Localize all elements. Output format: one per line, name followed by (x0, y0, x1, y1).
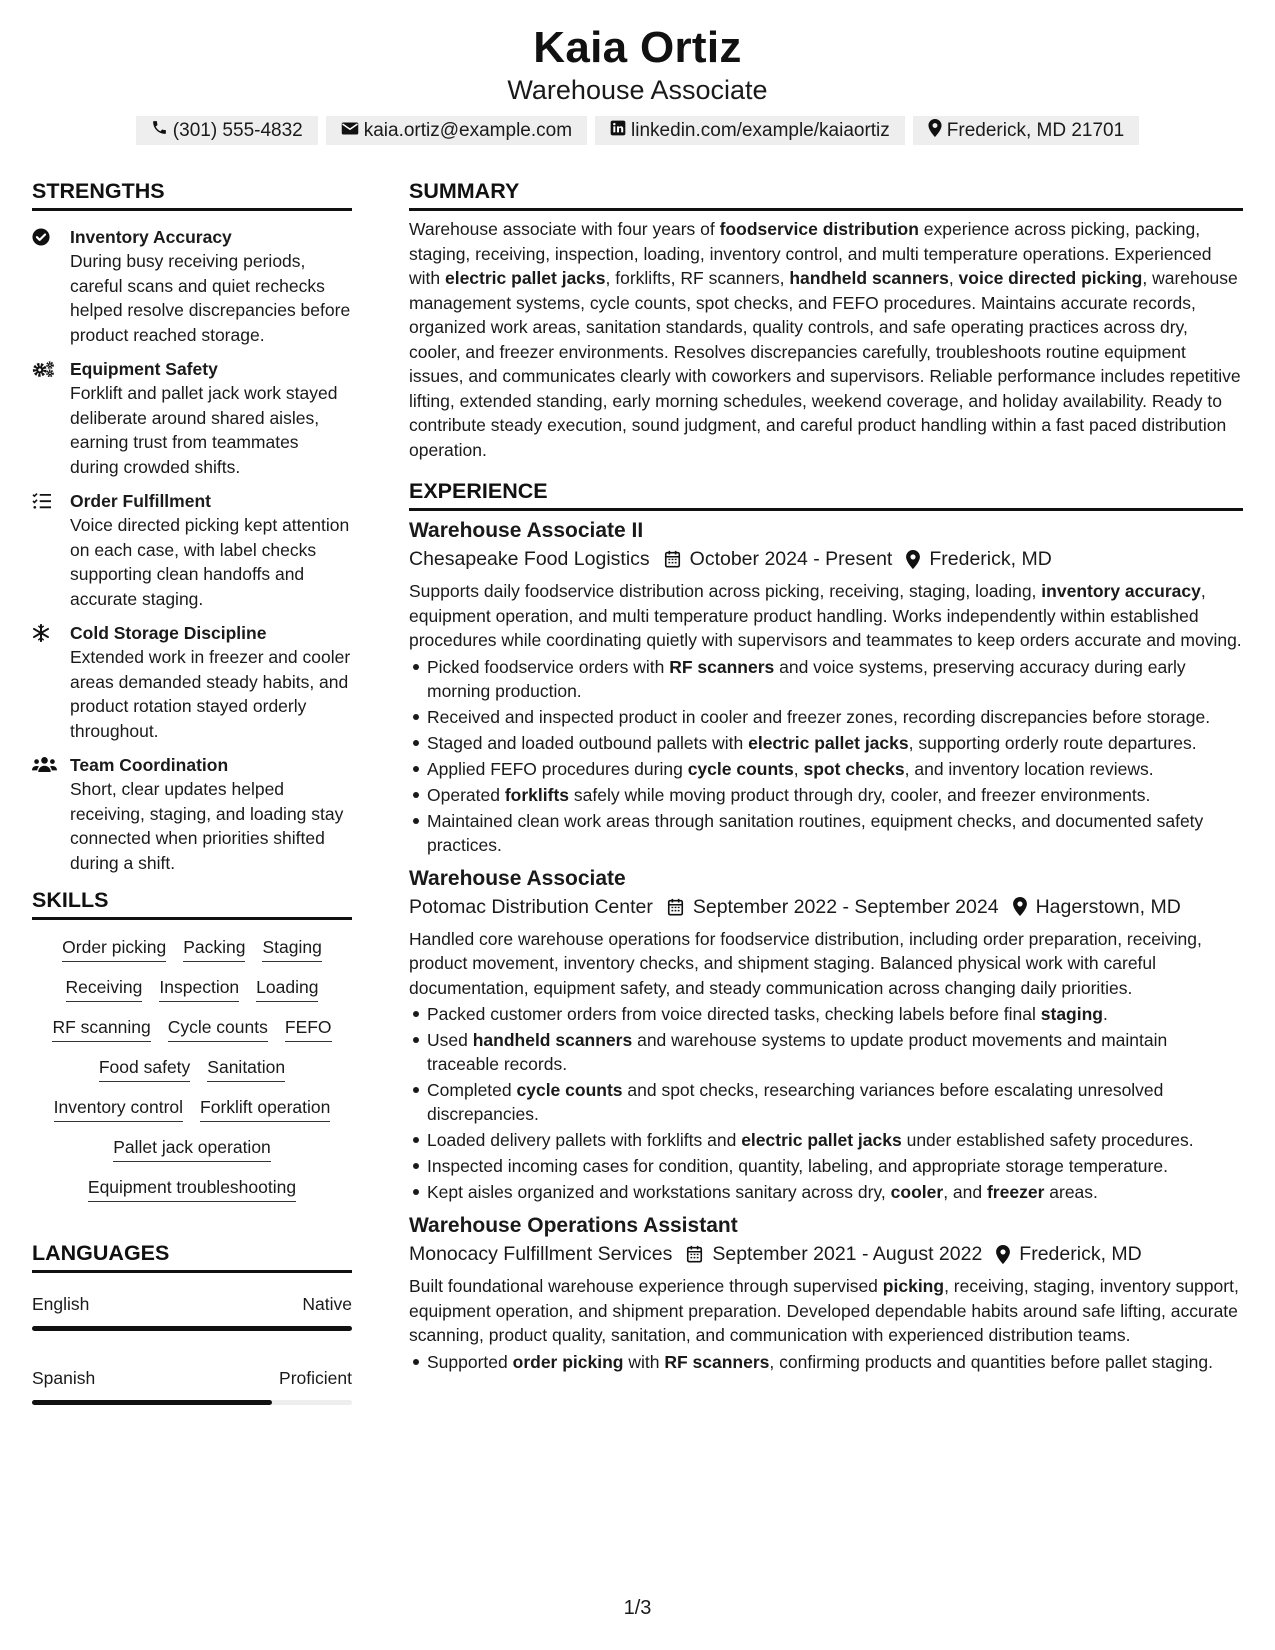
strength-desc: During busy receiving periods, careful scans and quiet rechecks helped resolve discrepancies before product reached storage. (70, 251, 351, 345)
right-column (409, 178, 1243, 1382)
resume-header (0, 22, 1275, 145)
job-bullet: Loaded delivery pallets with forklifts and electric pallet jacks under established safety procedures. (409, 1128, 1243, 1152)
language-proficiency-bar (32, 1326, 352, 1331)
job-bullet: Inspected incoming cases for condition, quantity, labeling, and appropriate storage temperature. (409, 1154, 1243, 1178)
skill-tag: Pallet jack operation (113, 1136, 271, 1162)
calendar-icon (664, 550, 681, 568)
candidate-name: Kaia Ortiz (533, 23, 742, 72)
language-level: Native (302, 1294, 352, 1314)
skill-tag: Forklift operation (200, 1096, 330, 1122)
skills-list (32, 936, 352, 1202)
strengths-heading: STRENGTHS (32, 178, 352, 211)
job-company: Monocacy Fulfillment Services (409, 1243, 673, 1265)
skill-tag: Staging (262, 936, 321, 962)
job-bullet: Staged and loaded outbound pallets with electric pallet jacks, supporting orderly route departures. (409, 731, 1243, 755)
map-pin-icon (1013, 897, 1027, 916)
strength-item (32, 753, 352, 875)
strength-title: Cold Storage Discipline (70, 623, 267, 643)
strength-item (32, 489, 352, 611)
contact-location (913, 116, 1139, 145)
job-description: Supports daily foodservice distribution across picking, receiving, staging, loading, inventory accuracy, equipment operation, and multi temperature product handling. Works independently within established procedures while coordinating quietly with supervisors and teammates to keep orders accurate and moving. (409, 581, 1242, 650)
contact-phone[interactable] (136, 116, 318, 145)
job-description: Handled core warehouse operations for foodservice distribution, including order preparation, receiving, product movement, inventory checks, and shipment staging. Balanced physical work with careful documentation, equipment safety, and steady communication across changing daily priorities. (409, 928, 1202, 998)
calendar-icon (686, 1245, 703, 1263)
skill-tag: Cycle counts (168, 1016, 268, 1042)
summary-text: Warehouse associate with four years of foodservice distribution experience across picking, packing, staging, receiving, inspection, loading, inventory control, and multi temperature operations. Experienced with electric pallet jacks, forklifts, RF scanners, handheld scanners, voice directed picking, warehouse management systems, cycle counts, spot checks, and FEFO procedures. Maintains accurate records, organized work areas, sanitation standards, quality controls, and safe operating practices across dry, cooler, and freezer environments. Resolves discrepancies carefully, troubleshoots routine equipment issues, and communicates clearly with coworkers and supervisors. Reliable performance includes repetitive lifting, extended standing, early morning schedules, weekend coverage, and holiday availability. Ready to contribute steady execution, sound judgment, and careful product handling within a fast paced distribution operation. (409, 219, 1241, 460)
job-location: Hagerstown, MD (1035, 895, 1181, 918)
contact-linkedin[interactable] (595, 116, 905, 145)
job-bullet: Supported order picking with RF scanners, confirming products and quantities before pallet staging. (409, 1350, 1243, 1374)
job-bullets (409, 1002, 1243, 1204)
strength-desc: Short, clear updates helped receiving, staging, and loading stay connected when priorities shifted during a shift. (70, 779, 344, 873)
job-bullet: Applied FEFO procedures during cycle counts, spot checks, and inventory location reviews. (409, 757, 1243, 781)
job-bullet: Received and inspected product in cooler and freezer zones, recording discrepancies before storage. (409, 705, 1243, 729)
language-proficiency-bar (32, 1400, 352, 1405)
contact-linkedin-text: linkedin.com/example/kaiaortiz (631, 119, 890, 141)
strengths-list (32, 225, 352, 875)
job-bullets (409, 1350, 1243, 1374)
job-dates: September 2022 - September 2024 (692, 895, 999, 918)
strength-title: Order Fulfillment (70, 491, 211, 511)
job-dates: October 2024 - Present (689, 548, 893, 570)
summary-heading: SUMMARY (409, 178, 1243, 211)
skill-tag: Equipment troubleshooting (88, 1176, 296, 1202)
strength-item (32, 621, 352, 743)
skill-tag: Food safety (99, 1056, 190, 1082)
job-meta (409, 1240, 1243, 1268)
skill-tag: Receiving (66, 976, 143, 1002)
contact-email[interactable] (326, 116, 587, 145)
job-bullet: Packed customer orders from voice directed tasks, checking labels before final staging. (409, 1002, 1243, 1026)
language-row (32, 1293, 352, 1315)
job-location: Frederick, MD (1019, 1243, 1142, 1265)
job-title: Warehouse Associate II (409, 519, 644, 542)
job-title: Warehouse Operations Assistant (409, 1214, 738, 1237)
language-level: Proficient (279, 1368, 352, 1388)
skill-tag: Inspection (159, 976, 239, 1002)
languages-list (32, 1293, 352, 1405)
job-bullet: Completed cycle counts and spot checks, researching variances before escalating unresolved discrepancies. (409, 1078, 1243, 1126)
strength-title: Inventory Accuracy (70, 227, 232, 247)
strength-item (32, 225, 352, 347)
skill-tag: Inventory control (54, 1096, 183, 1122)
job-dates: September 2021 - August 2022 (712, 1243, 983, 1265)
check-circle-icon (32, 225, 70, 347)
strength-title: Equipment Safety (70, 359, 218, 379)
job-location: Frederick, MD (929, 548, 1052, 570)
job-meta (409, 545, 1243, 573)
skills-heading: SKILLS (32, 887, 352, 920)
users-icon (32, 753, 70, 875)
strength-desc: Voice directed picking kept attention on each case, with label checks supporting clean handoffs and accurate staging. (70, 515, 350, 609)
job-title: Warehouse Associate (409, 866, 626, 890)
left-column (32, 178, 352, 1441)
job-company: Potomac Distribution Center (409, 895, 653, 918)
contact-location-text: Frederick, MD 21701 (946, 119, 1125, 141)
list-check-icon (32, 489, 70, 611)
job-company: Chesapeake Food Logistics (409, 548, 650, 570)
calendar-icon (667, 898, 684, 916)
contact-email-text: kaia.ortiz@example.com (363, 119, 573, 141)
strength-item (32, 357, 352, 479)
contact-phone-text: (301) 555-4832 (172, 119, 303, 141)
phone-icon (151, 119, 168, 142)
contact-bar (0, 116, 1275, 145)
language-row (32, 1367, 352, 1389)
job-bullet: Used handheld scanners and warehouse systems to update product movements and maintain traceable records. (409, 1028, 1243, 1076)
gears-icon (32, 357, 70, 479)
job-bullet: Picked foodservice orders with RF scanners and voice systems, preserving accuracy during early morning production. (409, 655, 1243, 703)
language-proficiency-fill (32, 1400, 272, 1405)
envelope-icon (341, 120, 359, 142)
skill-tag: Sanitation (207, 1056, 285, 1082)
skill-tag: Order picking (62, 936, 166, 962)
skill-tag: Loading (256, 976, 318, 1002)
job-entry (409, 1212, 1243, 1374)
job-entry (409, 865, 1243, 1205)
strength-title: Team Coordination (70, 755, 229, 775)
job-bullet: Operated forklifts safely while moving product through dry, cooler, and freezer environments. (409, 783, 1243, 807)
job-entry (409, 517, 1243, 857)
map-pin-icon (996, 1245, 1010, 1264)
job-meta (409, 893, 1243, 921)
strength-desc: Forklift and pallet jack work stayed deliberate around shared aisles, earning trust from teammates during crowded shifts. (70, 383, 338, 477)
job-description: Built foundational warehouse experience through supervised picking, receiving, staging, inventory support, equipment operation, and shipment preparation. Developed dependable habits around safe lifting, accurate scanning, product quality, sanitation, and communication with experienced distribution teams. (409, 1276, 1239, 1345)
page-indicator: 1/3 (623, 1597, 652, 1619)
linkedin-icon (610, 120, 626, 142)
experience-heading: EXPERIENCE (409, 478, 1243, 511)
language-name: English (32, 1294, 90, 1314)
map-pin-icon (928, 119, 942, 143)
language-proficiency-fill (32, 1326, 352, 1331)
snowflake-icon (32, 621, 70, 743)
language-name: Spanish (32, 1368, 96, 1388)
skill-tag: Packing (183, 936, 245, 962)
job-bullets (409, 655, 1243, 857)
strength-desc: Extended work in freezer and cooler areas demanded steady habits, and product rotation stayed orderly throughout. (70, 647, 351, 741)
skill-tag: FEFO (285, 1016, 332, 1042)
candidate-role: Warehouse Associate (507, 75, 768, 105)
job-bullet: Maintained clean work areas through sanitation routines, equipment checks, and documented safety practices. (409, 809, 1243, 857)
languages-heading: LANGUAGES (32, 1240, 352, 1273)
map-pin-icon (906, 550, 920, 569)
skill-tag: RF scanning (52, 1016, 150, 1042)
job-bullet: Kept aisles organized and workstations sanitary across dry, cooler, and freezer areas. (409, 1180, 1243, 1204)
